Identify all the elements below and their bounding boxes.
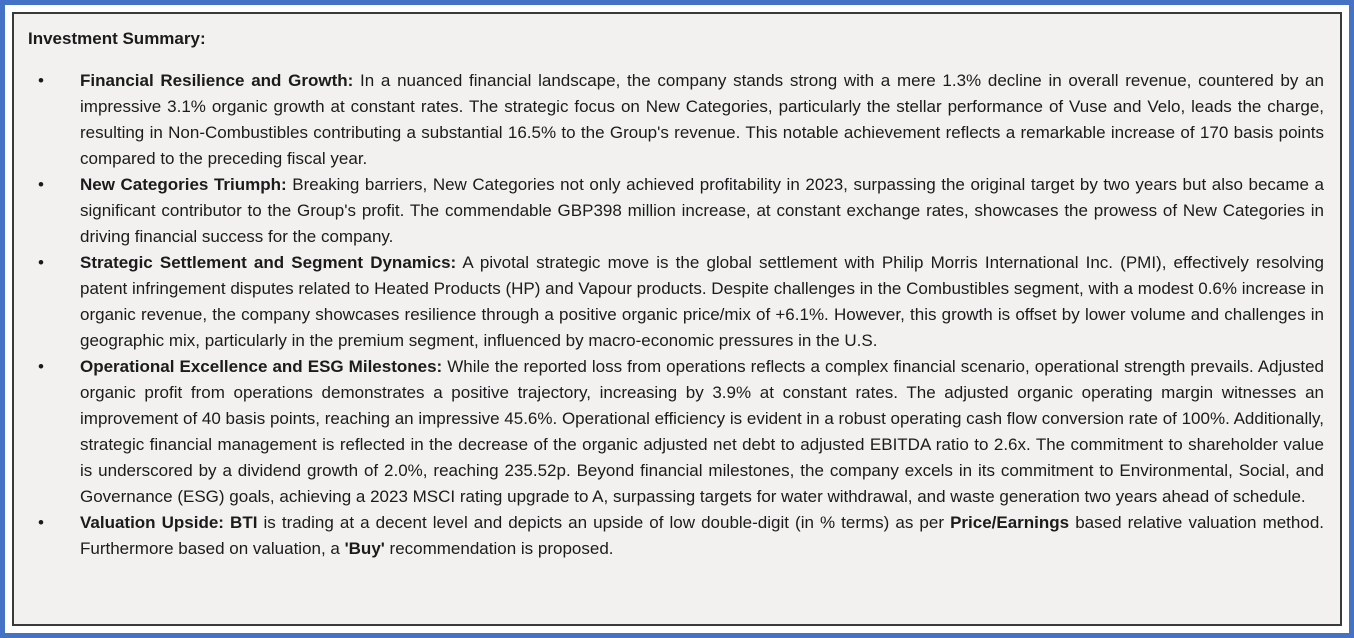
bullet-icon: • (38, 175, 44, 194)
bullet-text (80, 357, 1324, 506)
bullet-bold-text: Financial Resilience and Growth: (80, 71, 354, 90)
list-item (28, 68, 1324, 172)
bullet-icon: • (38, 253, 44, 272)
bullet-bold-text: New Categories Triumph: (80, 175, 287, 194)
bullet-body-text: While the reported loss from operations reflects a complex financial scenario, operational strength prevails. Adjusted organic profit from operations demonstrates a positive trajectory, increasing by 3.9% at constant rates. The adjusted organic operating margin witnesses an improvement of 40 basis points, reaching an impressive 45.6%. Operational efficiency is evident in a robust operating cash flow conversion rate of 100%. Additionally, strategic financial management is reflected in the decrease of the organic adjusted net debt to adjusted EBITDA ratio to 2.6x. The commitment to shareholder value is underscored by a dividend growth of 2.0%, reaching 235.52p. Beyond financial milestones, the company excels in its commitment to Environmental, Social, and Governance (ESG) goals, achieving a 2023 MSCI rating upgrade to A, surpassing targets for water withdrawal, and waste generation two years ahead of schedule. (80, 357, 1324, 506)
bullet-icon: • (38, 357, 44, 376)
list-item (28, 354, 1324, 510)
bullet-list (28, 68, 1324, 562)
bullet-text (80, 175, 1324, 246)
bullet-body-text: Breaking barriers, New Categories not only achieved profitability in 2023, surpassing the original target by two years but also became a significant contributor to the Group's profit. The commendable GBP398 million increase, at constant exchange rates, showcases the prowess of New Categories in driving financial success for the company. (80, 175, 1324, 246)
bullet-body-text: recommendation is proposed. (384, 539, 614, 558)
bullet-body-text: based relative valuation method. Furthermore based on valuation, a (80, 513, 1324, 558)
bullet-text (80, 253, 1324, 350)
list-item (28, 250, 1324, 354)
bullet-icon: • (38, 71, 44, 90)
bullet-bold-text: Valuation Upside: BTI (80, 513, 258, 532)
bullet-icon: • (38, 513, 44, 532)
bullet-body-text: is trading at a decent level and depicts an upside of low double-digit (in % terms) as per (257, 513, 951, 532)
bullet-bold-text: Strategic Settlement and Segment Dynamics: (80, 253, 457, 272)
bullet-text (80, 71, 1324, 168)
frame-gap (5, 5, 1349, 633)
panel-title: Investment Summary: (28, 29, 206, 48)
bullet-body-text: In a nuanced financial landscape, the company stands strong with a mere 1.3% decline in overall revenue, countered by an impressive 3.1% organic growth at constant rates. The strategic focus on New Categories, particularly the stellar performance of Vuse and Velo, leads the charge, resulting in Non-Combustibles contributing a substantial 16.5% to the Group's revenue. This notable achievement reflects a remarkable increase of 170 basis points compared to the preceding fiscal year. (80, 71, 1324, 168)
list-item (28, 510, 1324, 562)
bullet-text (80, 513, 1324, 558)
bullet-bold-text: Price/Earnings (950, 513, 1070, 532)
bullet-bold-text: 'Buy' (344, 539, 385, 558)
investment-summary-panel (12, 12, 1342, 626)
bullet-bold-text: Operational Excellence and ESG Milestones: (80, 357, 443, 376)
list-item (28, 172, 1324, 250)
bullet-body-text: A pivotal strategic move is the global settlement with Philip Morris International Inc. (PMI), effectively resolving patent infringement disputes related to Heated Products (HP) and Vapour products. Despite challenges in the Combustibles segment, with a modest 0.6% increase in organic revenue, the company showcases resilience through a positive organic price/mix of +6.1%. However, this growth is offset by lower volume and challenges in geographic mix, particularly in the premium segment, influenced by macro-economic pressures in the U.S. (80, 253, 1324, 350)
